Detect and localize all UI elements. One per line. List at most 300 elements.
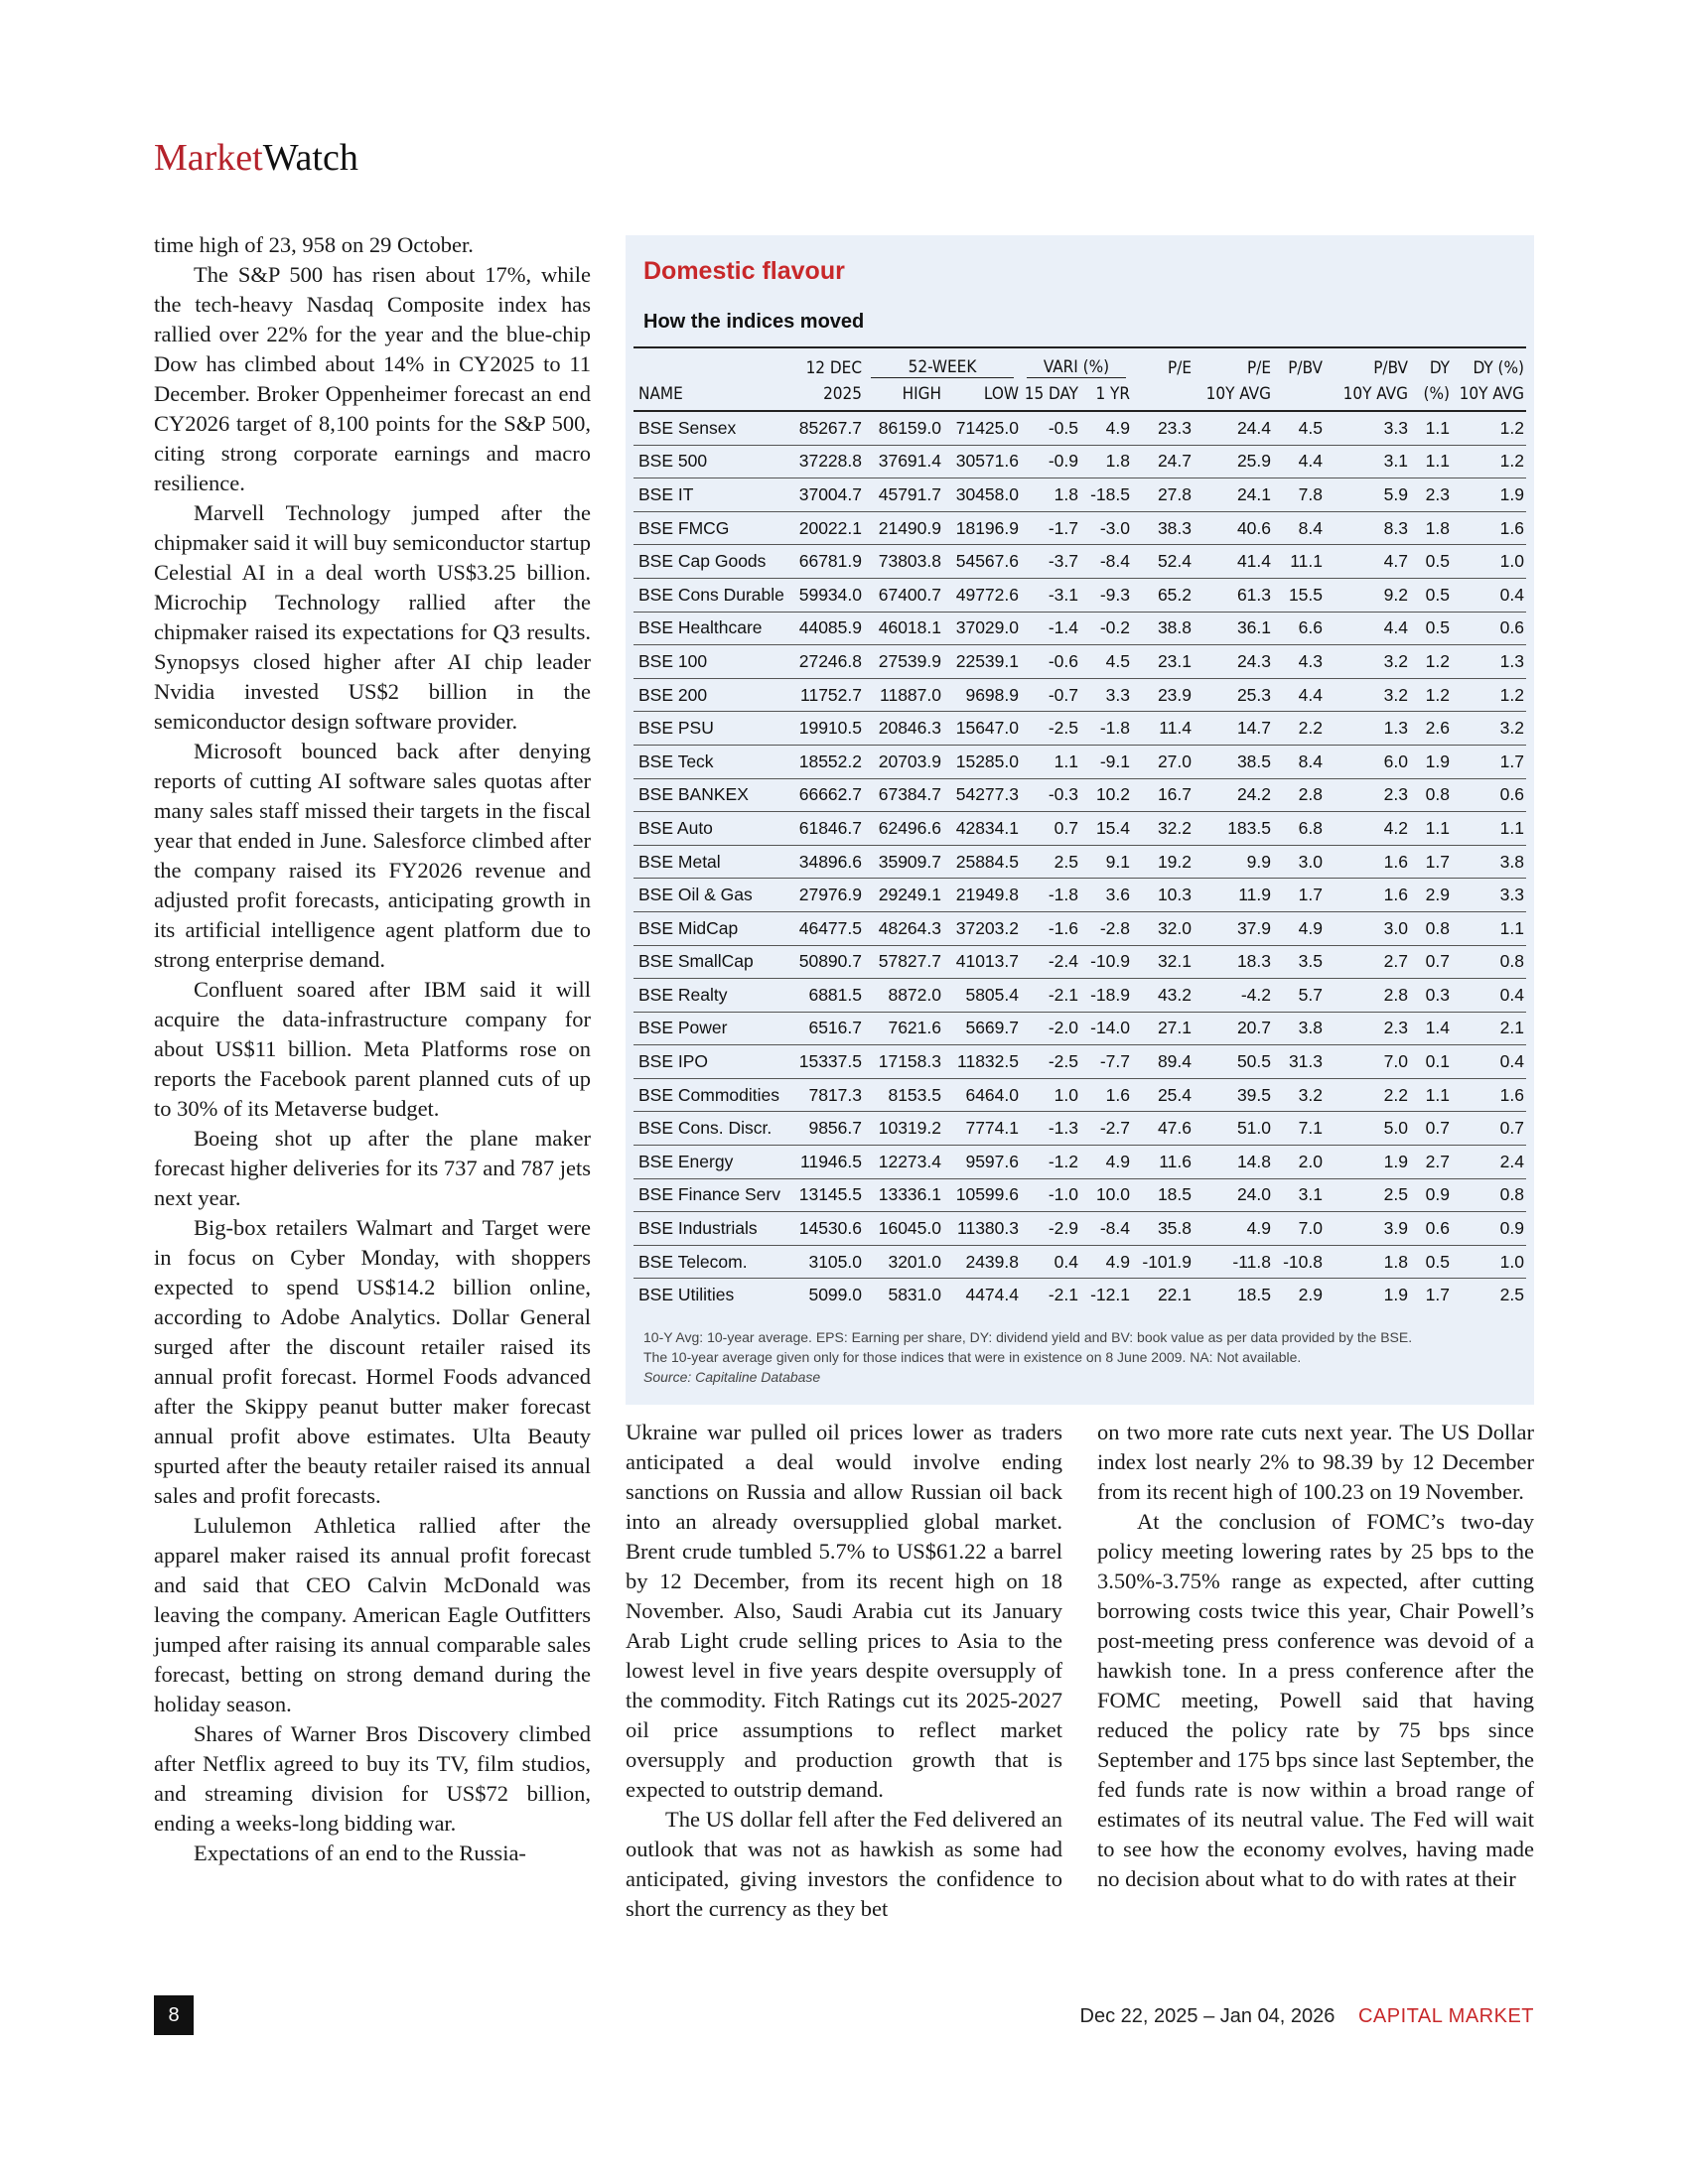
value-cell: 6881.5 <box>792 979 864 1013</box>
value-cell: 73803.8 <box>864 545 943 579</box>
value-cell: 0.4 <box>1452 979 1526 1013</box>
right-text-column <box>1097 1418 1534 1894</box>
table-row <box>633 1212 1526 1246</box>
value-cell: -1.7 <box>1021 511 1080 545</box>
value-cell: 1.7 <box>1452 745 1526 778</box>
value-cell: 4.9 <box>1080 411 1132 445</box>
value-cell: -8.4 <box>1080 1212 1132 1246</box>
value-cell: 54277.3 <box>943 778 1021 812</box>
value-cell: 1.2 <box>1452 678 1526 712</box>
value-cell: 0.4 <box>1021 1245 1080 1279</box>
value-cell: 51.0 <box>1194 1112 1273 1146</box>
panel-title: Domestic flavour <box>643 257 845 285</box>
table-row <box>633 578 1526 612</box>
value-cell: 62496.6 <box>864 812 943 846</box>
value-cell: 3.6 <box>1080 879 1132 912</box>
value-cell: 39.5 <box>1194 1078 1273 1112</box>
masthead-watch: Watch <box>262 137 358 179</box>
publication-name: CAPITAL MARKET <box>1357 2005 1534 2027</box>
value-cell: 43.2 <box>1132 979 1194 1013</box>
index-name-cell: BSE 100 <box>633 645 792 679</box>
table-row <box>633 1146 1526 1179</box>
issue-date: Dec 22, 2025 – Jan 04, 2026 <box>1079 2005 1336 2027</box>
value-cell: 2.3 <box>1325 1012 1410 1045</box>
value-cell: -0.7 <box>1021 678 1080 712</box>
value-cell: 2.3 <box>1410 478 1452 512</box>
value-cell: 0.8 <box>1452 945 1526 979</box>
value-cell: 41.4 <box>1194 545 1273 579</box>
value-cell: 38.5 <box>1194 745 1273 778</box>
index-name-cell: BSE Power <box>633 1012 792 1045</box>
value-cell: 27.0 <box>1132 745 1194 778</box>
value-cell: -1.8 <box>1021 879 1080 912</box>
value-cell: 1.6 <box>1080 1078 1132 1112</box>
value-cell: 1.1 <box>1410 1078 1452 1112</box>
table-row <box>633 612 1526 645</box>
value-cell: -0.9 <box>1021 445 1080 478</box>
value-cell: 1.2 <box>1410 645 1452 679</box>
index-name-cell: BSE 500 <box>633 445 792 478</box>
index-name-cell: BSE Cons. Discr. <box>633 1112 792 1146</box>
value-cell: 44085.9 <box>792 612 864 645</box>
value-cell: 10319.2 <box>864 1112 943 1146</box>
value-cell: 66662.7 <box>792 778 864 812</box>
col-header-date: 12 DEC <box>805 358 862 378</box>
value-cell: 0.7 <box>1021 812 1080 846</box>
value-cell: 0.6 <box>1452 612 1526 645</box>
value-cell: 20846.3 <box>864 712 943 746</box>
value-cell: 1.0 <box>1021 1078 1080 1112</box>
value-cell: 14.8 <box>1194 1146 1273 1179</box>
value-cell: 35.8 <box>1132 1212 1194 1246</box>
value-cell: 41013.7 <box>943 945 1021 979</box>
value-cell: 1.9 <box>1325 1146 1410 1179</box>
value-cell: -3.1 <box>1021 578 1080 612</box>
value-cell: -0.6 <box>1021 645 1080 679</box>
col-header-name: NAME <box>633 378 792 411</box>
index-name-cell: BSE Utilities <box>638 1285 735 1305</box>
paragraph: Lululemon Athletica rallied after the apparel maker raised its annual profit forecast and said that CEO Calvin McDonald was leaving the company. American Eagle Outfitters jumped after raising its annual comparable sales forecast, betting on strong demand during the holiday season. <box>154 1513 591 1716</box>
value-cell: 37228.8 <box>792 445 864 478</box>
value-cell: 0.6 <box>1452 778 1526 812</box>
value-cell: 15337.5 <box>792 1045 864 1079</box>
value-cell: 20.7 <box>1194 1012 1273 1045</box>
value-cell: 16045.0 <box>864 1212 943 1246</box>
table-row <box>633 1078 1526 1112</box>
value-cell: 3.8 <box>1273 1012 1325 1045</box>
value-cell: 3201.0 <box>864 1245 943 1279</box>
value-cell: 8.3 <box>1325 511 1410 545</box>
paragraph: time high of 23, 958 on 29 October. <box>154 232 474 257</box>
table-row <box>633 1178 1526 1212</box>
value-cell: 2.9 <box>1410 879 1452 912</box>
col-header-high: HIGH <box>864 378 943 411</box>
col-header-year: 2025 <box>792 378 864 411</box>
value-cell: 4.4 <box>1273 445 1325 478</box>
value-cell: 18.5 <box>1236 1285 1271 1305</box>
value-cell: 2.1 <box>1452 1012 1526 1045</box>
value-cell: -2.4 <box>1021 945 1080 979</box>
value-cell: 0.5 <box>1410 1245 1452 1279</box>
value-cell: 13336.1 <box>864 1178 943 1212</box>
col-header-variation: VARI (%) <box>1027 357 1126 378</box>
value-cell: -2.5 <box>1021 1045 1080 1079</box>
value-cell: 11.9 <box>1194 879 1273 912</box>
value-cell: -9.3 <box>1080 578 1132 612</box>
paragraph: on two more rate cuts next year. The US Dollar index lost nearly 2% to 98.39 by 12 December from its recent high of 100.23 on 19 November. <box>1097 1420 1534 1504</box>
value-cell: -10.9 <box>1080 945 1132 979</box>
value-cell: 6.8 <box>1273 812 1325 846</box>
value-cell: -1.8 <box>1080 712 1132 746</box>
value-cell: 1.4 <box>1410 1012 1452 1045</box>
value-cell: 7.8 <box>1273 478 1325 512</box>
table-row <box>633 445 1526 478</box>
value-cell: 45791.7 <box>864 478 943 512</box>
value-cell: 7.0 <box>1273 1212 1325 1246</box>
value-cell: 37004.7 <box>792 478 864 512</box>
value-cell: 6.0 <box>1325 745 1410 778</box>
value-cell: 4474.4 <box>965 1285 1019 1305</box>
value-cell: 3.3 <box>1080 678 1132 712</box>
value-cell: 37.9 <box>1194 911 1273 945</box>
value-cell: 3.2 <box>1325 678 1410 712</box>
value-cell: 1.0 <box>1452 1245 1526 1279</box>
value-cell: 8.4 <box>1273 745 1325 778</box>
table-note-2: The 10-year average given only for those indices that were in existence on 8 June 2009. NA: Not available. <box>643 1349 1302 1365</box>
value-cell: 2439.8 <box>943 1245 1021 1279</box>
paragraph: Marvell Technology jumped after the chipmaker said it will buy semiconductor startup Celestial AI in a deal worth US$3.25 billion. Microchip Technology rallied after the chipmaker raised its expectations for Q3 results. Synopsys closed higher after AI chip leader Nvidia invested US$2 billion in the semiconductor design software provider. <box>154 500 591 734</box>
paragraph: Ukraine war pulled oil prices lower as traders anticipated a deal would involve ending sanctions on Russia and allow Russian oil back into an already oversupplied global market. Brent crude tumbled 5.7% to US$61.22 a barrel by 12 December, from its recent high on 18 November. Also, Saudi Arabia cut its January Arab Light crude selling prices to Asia to the lowest level in five years despite oversupply of the commodity. Fitch Ratings cut its 2025-2027 oil price assumptions to reflect market oversupply and production growth that is expected to outstrip demand. <box>626 1420 1062 1802</box>
value-cell: 2.9 <box>1298 1285 1323 1305</box>
value-cell: 67384.7 <box>864 778 943 812</box>
value-cell: 5099.0 <box>808 1285 862 1305</box>
value-cell: 23.3 <box>1132 411 1194 445</box>
value-cell: 5.0 <box>1325 1112 1410 1146</box>
table-row <box>633 411 1526 445</box>
value-cell: 1.9 <box>1452 478 1526 512</box>
value-cell: -101.9 <box>1132 1245 1194 1279</box>
value-cell: 32.2 <box>1132 812 1194 846</box>
value-cell: 14530.6 <box>792 1212 864 1246</box>
value-cell: -4.2 <box>1194 979 1273 1013</box>
value-cell: 1.3 <box>1325 712 1410 746</box>
table-row <box>633 911 1526 945</box>
table-header-row-bottom <box>633 378 1526 411</box>
value-cell: 46018.1 <box>864 612 943 645</box>
value-cell: 20022.1 <box>792 511 864 545</box>
footer <box>1080 2005 1534 2028</box>
value-cell: 35909.7 <box>864 845 943 879</box>
value-cell: 1.1 <box>1410 445 1452 478</box>
value-cell: 2.8 <box>1273 778 1325 812</box>
value-cell: 0.7 <box>1410 1112 1452 1146</box>
table-row <box>633 511 1526 545</box>
value-cell: -9.1 <box>1080 745 1132 778</box>
value-cell: 0.3 <box>1410 979 1452 1013</box>
table-row <box>633 678 1526 712</box>
value-cell: 65.2 <box>1132 578 1194 612</box>
index-name-cell: BSE Healthcare <box>633 612 792 645</box>
value-cell: 11.4 <box>1132 712 1194 746</box>
value-cell: 1.6 <box>1325 879 1410 912</box>
value-cell: 11380.3 <box>943 1212 1021 1246</box>
value-cell: 59934.0 <box>792 578 864 612</box>
value-cell: 20703.9 <box>864 745 943 778</box>
value-cell: 9856.7 <box>792 1112 864 1146</box>
value-cell: -8.4 <box>1080 545 1132 579</box>
value-cell: 8.4 <box>1273 511 1325 545</box>
value-cell: 0.9 <box>1410 1178 1452 1212</box>
value-cell: -7.7 <box>1080 1045 1132 1079</box>
value-cell: 25.9 <box>1194 445 1273 478</box>
value-cell: 14.7 <box>1194 712 1273 746</box>
index-name-cell: BSE Realty <box>633 979 792 1013</box>
paragraph: Microsoft bounced back after denying reports of cutting AI software sales quotas after many sales staff missed their targets in the fiscal year that ended in June. Salesforce climbed after the company raised its FY2026 revenue and adjusted profit forecasts, anticipating growth in its artificial intelligence agent platform due to strong enterprise demand. <box>154 739 591 972</box>
value-cell: 13145.5 <box>792 1178 864 1212</box>
value-cell: 61.3 <box>1194 578 1273 612</box>
value-cell: -1.6 <box>1021 911 1080 945</box>
middle-text-column <box>626 1418 1062 1924</box>
value-cell: 25884.5 <box>943 845 1021 879</box>
value-cell: 6516.7 <box>792 1012 864 1045</box>
value-cell: 0.6 <box>1410 1212 1452 1246</box>
value-cell: 1.7 <box>1273 879 1325 912</box>
index-name-cell: BSE Metal <box>633 845 792 879</box>
value-cell: 9597.6 <box>943 1146 1021 1179</box>
value-cell: -18.5 <box>1080 478 1132 512</box>
index-name-cell: BSE BANKEX <box>633 778 792 812</box>
value-cell: 49772.6 <box>943 578 1021 612</box>
index-name-cell: BSE Oil & Gas <box>633 879 792 912</box>
value-cell: 1.2 <box>1452 445 1526 478</box>
value-cell: 50890.7 <box>792 945 864 979</box>
value-cell: 4.4 <box>1325 612 1410 645</box>
value-cell: 32.1 <box>1132 945 1194 979</box>
col-header-1yr: 1 YR <box>1080 378 1132 411</box>
value-cell: 4.9 <box>1273 911 1325 945</box>
table-row <box>633 712 1526 746</box>
left-text-column <box>154 230 591 1868</box>
col-header-pbv-avg: 10Y AVG <box>1325 378 1410 411</box>
value-cell: 6464.0 <box>943 1078 1021 1112</box>
value-cell: 71425.0 <box>943 411 1021 445</box>
value-cell: 5.7 <box>1273 979 1325 1013</box>
value-cell: 25.3 <box>1194 678 1273 712</box>
value-cell: 4.9 <box>1080 1245 1132 1279</box>
value-cell: 9.1 <box>1080 845 1132 879</box>
index-name-cell: BSE PSU <box>633 712 792 746</box>
value-cell: 4.2 <box>1325 812 1410 846</box>
value-cell: 4.7 <box>1325 545 1410 579</box>
col-header-pe-avg: 10Y AVG <box>1194 378 1273 411</box>
value-cell: 22.1 <box>1157 1285 1192 1305</box>
value-cell: 11887.0 <box>864 678 943 712</box>
value-cell: 37203.2 <box>943 911 1021 945</box>
index-name-cell: BSE Energy <box>633 1146 792 1179</box>
value-cell: 3.0 <box>1273 845 1325 879</box>
value-cell: 42834.1 <box>943 812 1021 846</box>
value-cell: 2.5 <box>1325 1178 1410 1212</box>
value-cell: 8872.0 <box>864 979 943 1013</box>
value-cell: 16.7 <box>1132 778 1194 812</box>
col-header-pe: P/E <box>1167 358 1192 378</box>
value-cell: -2.5 <box>1021 712 1080 746</box>
value-cell: 2.0 <box>1273 1146 1325 1179</box>
table-row <box>633 1112 1526 1146</box>
index-name-cell: BSE Auto <box>633 812 792 846</box>
value-cell: 2.7 <box>1325 945 1410 979</box>
index-name-cell: BSE Teck <box>633 745 792 778</box>
table-row <box>633 745 1526 778</box>
value-cell: 3.9 <box>1325 1212 1410 1246</box>
value-cell: 1.3 <box>1452 645 1526 679</box>
value-cell: -10.8 <box>1273 1245 1325 1279</box>
value-cell: 27.8 <box>1132 478 1194 512</box>
value-cell: 0.1 <box>1410 1045 1452 1079</box>
value-cell: 15647.0 <box>943 712 1021 746</box>
value-cell: 2.5 <box>1499 1285 1524 1305</box>
value-cell: 18.5 <box>1132 1178 1194 1212</box>
value-cell: 1.2 <box>1452 411 1526 445</box>
table-row <box>633 1279 1526 1311</box>
value-cell: 11832.5 <box>943 1045 1021 1079</box>
value-cell: 1.8 <box>1021 478 1080 512</box>
table-source: Source: Capitaline Database <box>643 1369 821 1385</box>
value-cell: 2.8 <box>1325 979 1410 1013</box>
value-cell: 30458.0 <box>943 478 1021 512</box>
paragraph: Boeing shot up after the plane maker forecast higher deliveries for its 737 and 787 jets next year. <box>154 1126 591 1210</box>
value-cell: 27539.9 <box>864 645 943 679</box>
value-cell: 31.3 <box>1273 1045 1325 1079</box>
masthead-market: Market <box>154 137 263 179</box>
value-cell: 9.2 <box>1325 578 1410 612</box>
value-cell: 1.8 <box>1325 1245 1410 1279</box>
value-cell: 2.2 <box>1273 712 1325 746</box>
value-cell: 0.4 <box>1452 578 1526 612</box>
value-cell: 3.3 <box>1452 879 1526 912</box>
value-cell: 10.3 <box>1132 879 1194 912</box>
value-cell: 3.5 <box>1273 945 1325 979</box>
value-cell: 11.1 <box>1273 545 1325 579</box>
value-cell: 0.7 <box>1452 1112 1526 1146</box>
value-cell: -1.4 <box>1021 612 1080 645</box>
paragraph: The US dollar fell after the Fed delivered an outlook that was not as hawkish as some had anticipated, giving investors the confidence to short the currency as they bet <box>626 1807 1062 1921</box>
value-cell: 1.7 <box>1425 1285 1450 1305</box>
value-cell: 7621.6 <box>864 1012 943 1045</box>
col-header-52week: 52-WEEK <box>871 357 1014 378</box>
value-cell: 4.4 <box>1273 678 1325 712</box>
value-cell: 23.9 <box>1132 678 1194 712</box>
index-name-cell: BSE Sensex <box>633 411 792 445</box>
indices-table <box>633 346 1526 1311</box>
value-cell: 32.0 <box>1132 911 1194 945</box>
value-cell: 9698.9 <box>943 678 1021 712</box>
value-cell: 85267.7 <box>792 411 864 445</box>
table-row <box>633 945 1526 979</box>
value-cell: 27976.9 <box>792 879 864 912</box>
page-number: 8 <box>154 1995 194 2035</box>
value-cell: 5831.0 <box>888 1285 941 1305</box>
value-cell: 7774.1 <box>943 1112 1021 1146</box>
table-row <box>633 1045 1526 1079</box>
index-name-cell: BSE 200 <box>633 678 792 712</box>
value-cell: -2.0 <box>1021 1012 1080 1045</box>
value-cell: 3.3 <box>1325 411 1410 445</box>
value-cell: 47.6 <box>1132 1112 1194 1146</box>
value-cell: 46477.5 <box>792 911 864 945</box>
value-cell: 0.8 <box>1410 778 1452 812</box>
value-cell: 23.1 <box>1132 645 1194 679</box>
index-name-cell: BSE Industrials <box>633 1212 792 1246</box>
col-header-pbv-avg-top: P/BV <box>1373 358 1408 378</box>
value-cell: 24.0 <box>1194 1178 1273 1212</box>
value-cell: 7.1 <box>1273 1112 1325 1146</box>
value-cell: 15.5 <box>1273 578 1325 612</box>
value-cell: 2.2 <box>1325 1078 1410 1112</box>
value-cell: 3105.0 <box>792 1245 864 1279</box>
value-cell: 7.0 <box>1325 1045 1410 1079</box>
value-cell: 89.4 <box>1132 1045 1194 1079</box>
value-cell: 1.2 <box>1410 678 1452 712</box>
value-cell: 54567.6 <box>943 545 1021 579</box>
value-cell: 37691.4 <box>864 445 943 478</box>
value-cell: 3.1 <box>1325 445 1410 478</box>
value-cell: 1.1 <box>1452 911 1526 945</box>
table-row <box>633 845 1526 879</box>
value-cell: 18.3 <box>1194 945 1273 979</box>
value-cell: -1.2 <box>1021 1146 1080 1179</box>
value-cell: 183.5 <box>1194 812 1273 846</box>
index-name-cell: BSE IPO <box>633 1045 792 1079</box>
index-name-cell: BSE Commodities <box>633 1078 792 1112</box>
paragraph: At the conclusion of FOMC’s two-day policy meeting lowering rates by 25 bps to the 3.50%-3.75% range as expected, after cutting borrowing costs twice this year, Chair Powell’s post-meeting press conference was devoid of a hawkish tone. In a press conference after the FOMC meeting, Powell said that having reduced the policy rate by 75 bps since September and 175 bps since last September, the fed funds rate is now within a broad range of estimates of its neutral value. The Fed will wait to see how the economy evolves, having made no decision about what to do with rates at their <box>1097 1509 1534 1891</box>
value-cell: 0.8 <box>1410 911 1452 945</box>
value-cell: 1.6 <box>1452 1078 1526 1112</box>
value-cell: 1.9 <box>1410 745 1452 778</box>
value-cell: 0.5 <box>1410 545 1452 579</box>
index-name-cell: BSE FMCG <box>633 511 792 545</box>
value-cell: 4.5 <box>1273 411 1325 445</box>
value-cell: 21949.8 <box>943 879 1021 912</box>
value-cell: 4.3 <box>1273 645 1325 679</box>
value-cell: -14.0 <box>1080 1012 1132 1045</box>
value-cell: 18552.2 <box>792 745 864 778</box>
index-name-cell: BSE SmallCap <box>633 945 792 979</box>
value-cell: -0.5 <box>1021 411 1080 445</box>
value-cell: 2.5 <box>1021 845 1080 879</box>
value-cell: 15285.0 <box>943 745 1021 778</box>
value-cell: 1.6 <box>1325 845 1410 879</box>
table-header-row-top <box>633 347 1526 378</box>
table-body <box>633 411 1526 1311</box>
col-header-dy-pct: (%) <box>1410 378 1452 411</box>
value-cell: 30571.6 <box>943 445 1021 478</box>
value-cell: 61846.7 <box>792 812 864 846</box>
value-cell: -1.0 <box>1021 1178 1080 1212</box>
table-row <box>633 645 1526 679</box>
value-cell: 4.9 <box>1080 1146 1132 1179</box>
value-cell: 2.6 <box>1410 712 1452 746</box>
value-cell: 17158.3 <box>864 1045 943 1079</box>
value-cell: 9.9 <box>1194 845 1273 879</box>
panel-subtitle: How the indices moved <box>643 311 865 333</box>
value-cell: 0.4 <box>1452 1045 1526 1079</box>
value-cell: -1.3 <box>1021 1112 1080 1146</box>
index-name-cell: BSE Finance Serv <box>633 1178 792 1212</box>
value-cell: 3.1 <box>1273 1178 1325 1212</box>
value-cell: -11.8 <box>1194 1245 1273 1279</box>
value-cell: 1.1 <box>1452 812 1526 846</box>
